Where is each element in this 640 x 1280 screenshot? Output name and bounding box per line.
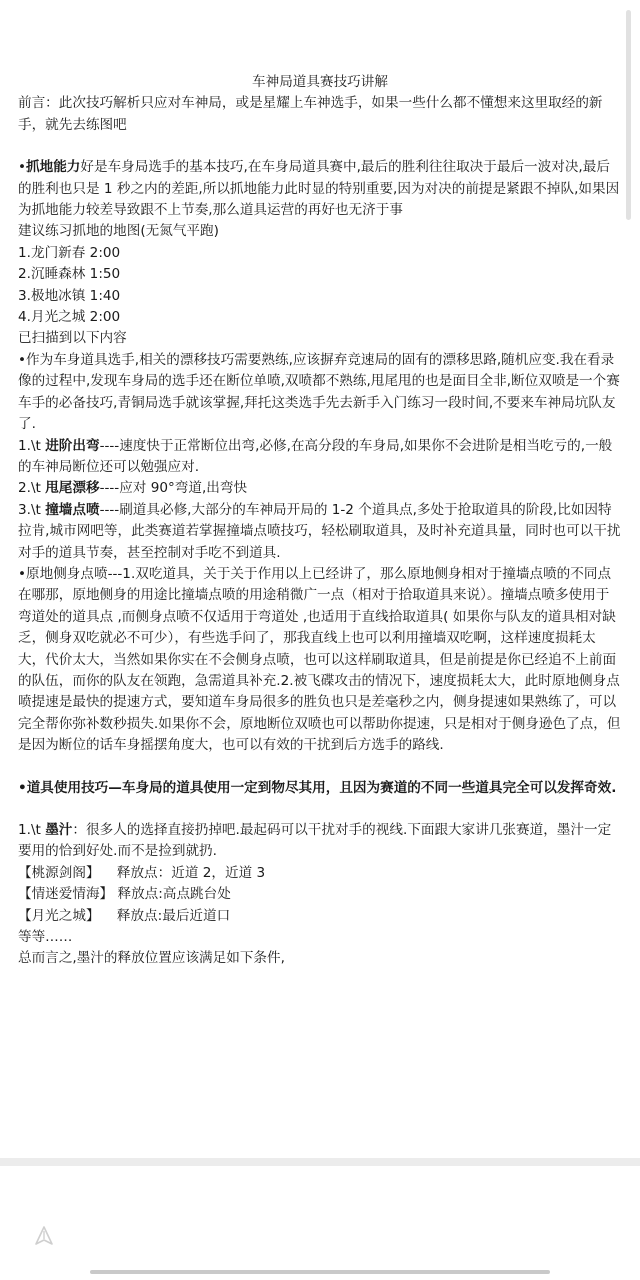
track-line: 【月光之城】 释放点:最后近道口	[18, 907, 231, 924]
side-paragraph: •原地侧身点喷---1.双吃道具，关于关于作用以上已经讲了，那么原地侧身相对于撞墙点喷的不同点在哪那，原地侧身的用途比撞墙点喷的用途稍微广一点（相对于拾取道具来说）。撞墙点喷多使用于弯道处的道具点 ,而侧身点喷不仅适用于弯道处 ,也适用于直线拾取道具( 如果你与队友的道具相对缺乏，侧身双吃就必不可少），有些选手问了，那我直线上也可以利用撞墙双吃啊，这样速度损耗太大，代价太大，当然如果你实在不会侧身点喷，也可以这样刷取道具，但是前提是你已经追不上前面的队伍，而你的队友在领跑，急需道具补充.2.被飞碟攻击的情况下，速度损耗太大，此时原地侧身点喷提速是最快的提速方式，要知道车身局很多的胜负也只是差毫秒之内，侧身提速如果熟练了，可以完全帮你弥补数秒损失.如果你不会，原地断位双喷也可以帮助你提速，只是相对于侧身逊色了点，但是因为断位的话车身摇摆角度大，也可以有效的干扰到后方选手的路线.	[18, 565, 621, 754]
track-line: 【情迷爱情海】 释放点:高点跳台处	[18, 886, 231, 903]
drift-intro: •作为车身道具选手,相关的漂移技巧需要熟练,应该摒弃竞速局的固有的漂移思路,随机应变.我在看录像的过程中,发现车身局的选手还在断位单喷,双喷都不熟练,甩尾甩的也是面目全非,断位双喷是一个赛车手的必备技巧,青铜局选手就该掌握,拜托这类选手先去新手入门练习一段时间,不要来车神局坑队友了.	[18, 351, 620, 433]
document-title: 车神局道具赛技巧讲解	[252, 74, 388, 90]
map-item: 2.沉睡森林 1:50	[18, 266, 121, 283]
summary-line: 总而言之,墨汁的释放位置应该满足如下条件,	[18, 950, 285, 967]
top-bar	[0, 0, 640, 62]
grab-heading: 抓地能力	[26, 159, 81, 176]
drift-item: 2.\t 甩尾漂移----应对 90°弯道,出弯快	[18, 480, 248, 497]
items-heading: •道具使用技巧—车身局的道具使用一定到物尽其用，且因为赛道的不同一些道具完全可以发挥奇效.	[18, 779, 617, 796]
drift-item: 1.\t 进阶出弯----速度快于正常断位出弯,必修,在高分段的车身局,如果你不会进阶是相当吃亏的,一般的车神局断位还可以勉强应对.	[18, 437, 613, 475]
track-line: 【桃源剑阁】 释放点：近道 2，近道 3	[18, 864, 266, 881]
document-body	[18, 72, 622, 970]
pen-icon[interactable]	[33, 1225, 55, 1247]
home-indicator[interactable]	[90, 1270, 550, 1274]
grab-paragraph: •抓地能力好是车身局选手的基本技巧,在车身局道具赛中,最后的胜利往往取决于最后一波对决,最后的胜利也只是 1 秒之内的差距,所以抓地能力此时显的特别重要,因为对决的前提是紧跟不掉队,如果因为抓地能力较差导致跟不上节奏,那么道具运营的再好也无济于事	[18, 159, 620, 219]
divider	[0, 1158, 640, 1166]
scrollbar[interactable]	[626, 10, 631, 220]
suggest-line: 建议练习抓地的地图(无氮气平跑)	[18, 223, 219, 240]
etc-line: 等等……	[18, 929, 73, 946]
bottom-area	[0, 1158, 640, 1280]
scanned-line: 已扫描到以下内容	[18, 330, 127, 347]
intro-paragraph: 前言：此次技巧解析只应对车神局，或是星耀上车神选手，如果一些什么都不懂想来这里取经的新手，就先去练图吧	[18, 95, 603, 133]
drift-item: 3.\t 撞墙点喷----刷道具必修,大部分的车神局开局的 1-2 个道具点,多处于抢取道具的阶段,比如因特拉肯,城市网吧等，此类赛道若掌握撞墙点喷技巧，轻松刷取道具，及时补充道具量，同时也可以干扰对手的道具节奏，甚至控制对手吃不到道具.	[18, 501, 621, 561]
ink-paragraph: 1.\t 墨汁：很多人的选择直接扔掉吧.最起码可以干扰对手的视线.下面跟大家讲几张赛道，墨汁一定要用的恰到好处.而不是捡到就扔.	[18, 822, 612, 860]
map-item: 3.极地冰镇 1:40	[18, 287, 121, 304]
map-item: 4.月光之城 2:00	[18, 309, 121, 326]
map-item: 1.龙门新春 2:00	[18, 244, 121, 261]
